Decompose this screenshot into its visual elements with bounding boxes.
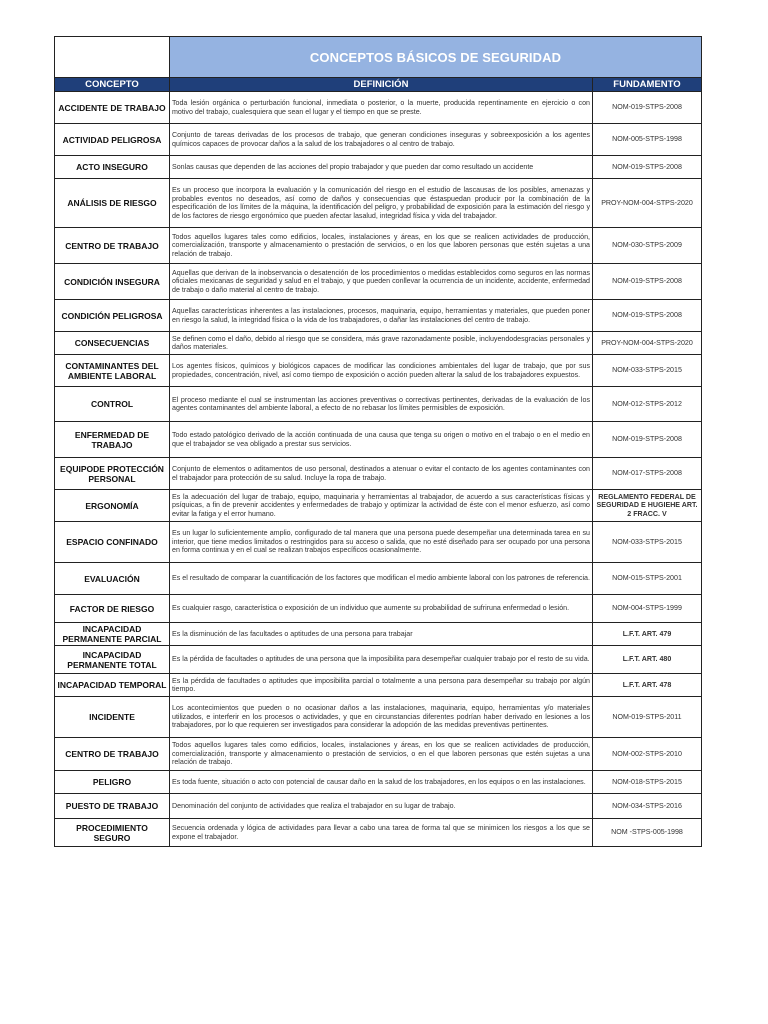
sheet-title: CONCEPTOS BÁSICOS DE SEGURIDAD <box>170 37 702 78</box>
concept-cell: EQUIPODE PROTECCIÓN PERSONAL <box>55 458 170 490</box>
fundamento-cell: NOM-019-STPS-2008 <box>593 156 702 179</box>
concept-cell: PUESTO DE TRABAJO <box>55 794 170 819</box>
table-row <box>55 697 702 738</box>
fundamento-cell: NOM -STPS-005-1998 <box>593 819 702 847</box>
definition-cell: Es toda fuente, situación o acto con potencial de causar daño en la salud de los trabajadores, en los equipos o en las instalaciones. <box>170 771 593 794</box>
definition-cell: Toda lesión orgánica o perturbación funcional, inmediata o posterior, o la muerte, producida repentinamente en ejercicio o con motivo del trabajo, cualesquiera que sean el lugar y el tiempo en que se preste. <box>170 92 593 124</box>
concept-cell: ACCIDENTE DE TRABAJO <box>55 92 170 124</box>
corner-cell <box>55 37 170 78</box>
table-row <box>55 646 702 674</box>
table-row <box>55 387 702 422</box>
table-row <box>55 563 702 595</box>
fundamento-cell: NOM-033-STPS-2015 <box>593 522 702 563</box>
table-row <box>55 92 702 124</box>
header-concepto: CONCEPTO <box>55 78 170 92</box>
fundamento-cell: L.F.T. ART. 480 <box>593 646 702 674</box>
fundamento-cell: NOM-015-STPS-2001 <box>593 563 702 595</box>
concept-cell: INCAPACIDAD TEMPORAL <box>55 674 170 697</box>
fundamento-cell: NOM-019-STPS-2011 <box>593 697 702 738</box>
table-row <box>55 228 702 264</box>
definition-cell: Aquellas características inherentes a las instalaciones, procesos, maquinaria, equipo, herramientas y materiales, que pueden poner en riesgo la salud, la integridad física o la vida de los trabajadores, o dañar las instalaciones del centro de trabajo. <box>170 300 593 332</box>
table-row <box>55 595 702 623</box>
concept-cell: ACTIVIDAD PELIGROSA <box>55 124 170 156</box>
fundamento-cell: NOM-019-STPS-2008 <box>593 264 702 300</box>
definition-cell: Todos aquellos lugares tales como edificios, locales, instalaciones y áreas, en los que se realicen actividades de producción, comercialización, transporte y almacenamiento o prestación de servicios, o en el que laboren personas que estén sujetas a una relación de trabajo. <box>170 738 593 771</box>
concept-cell: CONDICIÓN INSEGURA <box>55 264 170 300</box>
table-row <box>55 355 702 387</box>
fundamento-cell: NOM-018-STPS-2015 <box>593 771 702 794</box>
definition-cell: Denominación del conjunto de actividades que realiza el trabajador en su lugar de trabajo. <box>170 794 593 819</box>
definition-cell: El proceso mediante el cual se instrumentan las acciones preventivas o correctivas pertinentes, derivadas de la evaluación de los agentes contaminantes del ambiente laboral, a efecto de no rebasar los límites permisibles de exposición. <box>170 387 593 422</box>
table-row <box>55 264 702 300</box>
concept-cell: INCAPACIDAD PERMANENTE TOTAL <box>55 646 170 674</box>
definition-cell: Se definen como el daño, debido al riesgo que se considera, más grave razonadamente posible, incluyendodesgracias personales y daños materiales. <box>170 332 593 355</box>
table-row <box>55 124 702 156</box>
fundamento-cell: L.F.T. ART. 478 <box>593 674 702 697</box>
definition-cell: Conjunto de elementos o aditamentos de uso personal, destinados a atenuar o evitar el contacto de los agentes contaminantes con el trabajador para protección de su salud. Incluye la ropa de trabajo. <box>170 458 593 490</box>
definition-cell: Los agentes físicos, químicos y biológicos capaces de modificar las condiciones ambientales del lugar de trabajo, que por sus propiedades, concentración, nivel, así como tiempo de exposición o acción pueden alterar la salud de los trabajadores expuestos. <box>170 355 593 387</box>
fundamento-cell: NOM-030-STPS-2009 <box>593 228 702 264</box>
header-row <box>55 78 702 92</box>
definition-cell: Todo estado patológico derivado de la acción continuada de una causa que tenga su origen o motivo en el trabajo o en el medio en que el trabajador se vea obligado a prestar sus servicios. <box>170 422 593 458</box>
concept-cell: CONDICIÓN PELIGROSA <box>55 300 170 332</box>
definition-cell: Es la pérdida de facultades o aptitudes que imposibilita parcial o totalmente a una persona para desempeñar su trabajo por algún tiempo. <box>170 674 593 697</box>
header-definicion: DEFINICIÓN <box>170 78 593 92</box>
concept-cell: ACTO INSEGURO <box>55 156 170 179</box>
fundamento-cell: NOM-017-STPS-2008 <box>593 458 702 490</box>
header-fundamento: FUNDAMENTO <box>593 78 702 92</box>
table-row <box>55 623 702 646</box>
title-row <box>55 37 702 78</box>
definition-cell: Aquellas que derivan de la inobservancia o desatención de los procedimientos o medidas establecidos como seguros en las normas oficiales mexicanas de seguridad y salud en el trabajo, y que pueden conllevar la ocurrencia de un incidente, accidente, enfermedad de trabajo o daño material al centro de trabajo. <box>170 264 593 300</box>
definition-cell: Es la pérdida de facultades o aptitudes de una persona que la imposibilita para desempeñar cualquier trabajo por el resto de su vida. <box>170 646 593 674</box>
fundamento-cell: NOM-005-STPS-1998 <box>593 124 702 156</box>
fundamento-cell: NOM-019-STPS-2008 <box>593 422 702 458</box>
concept-cell: CONTAMINANTES DEL AMBIENTE LABORAL <box>55 355 170 387</box>
fundamento-cell: REGLAMENTO FEDERAL DE SEGURIDAD E HUGIEHE ART. 2 FRACC. V <box>593 490 702 522</box>
concept-cell: INCIDENTE <box>55 697 170 738</box>
definition-cell: Secuencia ordenada y lógica de actividades para llevar a cabo una tarea de forma tal que se minimicen los riesgos a los que se expone el trabajador. <box>170 819 593 847</box>
table-row <box>55 458 702 490</box>
table-row <box>55 819 702 847</box>
definition-cell: Es el resultado de comparar la cuantificación de los factores que modifican el medio ambiente laboral con los patrones de referencia. <box>170 563 593 595</box>
table-row <box>55 300 702 332</box>
concept-cell: CONSECUENCIAS <box>55 332 170 355</box>
definition-cell: Sonlas causas que dependen de las acciones del propio trabajador y que pueden dar como resultado un accidente <box>170 156 593 179</box>
fundamento-cell: NOM-034-STPS-2016 <box>593 794 702 819</box>
table-row <box>55 771 702 794</box>
concept-cell: PROCEDIMIENTO SEGURO <box>55 819 170 847</box>
fundamento-cell: PROY-NOM-004-STPS-2020 <box>593 179 702 228</box>
table-row <box>55 422 702 458</box>
concepts-table <box>54 36 702 847</box>
table-row <box>55 156 702 179</box>
table-row <box>55 522 702 563</box>
definition-cell: Es la adecuación del lugar de trabajo, equipo, maquinaria y herramientas al trabajador, de acuerdo a sus características físicas y psíquicas, a fin de prevenir accidentes y enfermedades de trabajo y optimizar la actividad de éste con el menor esfuerzo, así como evitar la fatiga y el error humano. <box>170 490 593 522</box>
concept-cell: FACTOR DE RIESGO <box>55 595 170 623</box>
fundamento-cell: L.F.T. ART. 479 <box>593 623 702 646</box>
concept-cell: CENTRO DE TRABAJO <box>55 738 170 771</box>
concept-cell: ERGONOMÍA <box>55 490 170 522</box>
fundamento-cell: NOM-033-STPS-2015 <box>593 355 702 387</box>
concept-cell: EVALUACIÓN <box>55 563 170 595</box>
concept-cell: INCAPACIDAD PERMANENTE PARCIAL <box>55 623 170 646</box>
table-row <box>55 490 702 522</box>
fundamento-cell: NOM-019-STPS-2008 <box>593 92 702 124</box>
definition-cell: Los acontecimientos que pueden o no ocasionar daños a las instalaciones, maquinaria, equipo, herramientas y/o materiales utilizados, e interferir en los procesos o actividades, y que en circunstancias diferentes podrían haber derivado en lesiones a los trabajadores, por lo que requieren ser investigados para considerar la adopción de las medidas preventivas pertinentes. <box>170 697 593 738</box>
table-row <box>55 674 702 697</box>
definition-cell: Conjunto de tareas derivadas de los procesos de trabajo, que generan condiciones inseguras y sobreexposición a los agentes químicos capaces de provocar daños a la salud de los trabajadores o al centro de trabajo. <box>170 124 593 156</box>
concept-cell: ANÁLISIS DE RIESGO <box>55 179 170 228</box>
fundamento-cell: NOM-012-STPS-2012 <box>593 387 702 422</box>
fundamento-cell: PROY-NOM-004-STPS-2020 <box>593 332 702 355</box>
table-row <box>55 794 702 819</box>
definition-cell: Es la disminución de las facultades o aptitudes de una persona para trabajar <box>170 623 593 646</box>
fundamento-cell: NOM-019-STPS-2008 <box>593 300 702 332</box>
concept-cell: PELIGRO <box>55 771 170 794</box>
definition-cell: Es cualquier rasgo, característica o exposición de un individuo que aumente su probabilidad de sufriruna enfermedad o lesión. <box>170 595 593 623</box>
fundamento-cell: NOM-004-STPS-1999 <box>593 595 702 623</box>
table-row <box>55 738 702 771</box>
table-row <box>55 179 702 228</box>
definition-cell: Todos aquellos lugares tales como edificios, locales, instalaciones y áreas, en los que se realicen actividades de producción, comercialización, transporte y almacenamiento o prestación de servicios, o en los que laboren personas que estén sujetas a una relación de trabajo. <box>170 228 593 264</box>
concept-cell: ENFERMEDAD DE TRABAJO <box>55 422 170 458</box>
concept-cell: ESPACIO CONFINADO <box>55 522 170 563</box>
definition-cell: Es un lugar lo suficientemente amplio, configurado de tal manera que una persona puede desempeñar una determinada tarea en su interior, que tiene medios limitados o restringidos para su acceso o salida, que no esté diseñado para ser ocupado por una persona en forma continua y en el cual se realizan trabajos específicos ocasionalmente. <box>170 522 593 563</box>
table-row <box>55 332 702 355</box>
fundamento-cell: NOM-002-STPS-2010 <box>593 738 702 771</box>
concept-cell: CONTROL <box>55 387 170 422</box>
concept-cell: CENTRO DE TRABAJO <box>55 228 170 264</box>
definition-cell: Es un proceso que incorpora la evaluación y la comunicación del riesgo en el estudio de lascausas de los posibles, amenazas y probables eventos no deseados, así como de daños y consecuencias que éstaspuedan producir por la combinación de la especificación de los límites de la máquina, la identificación del peligro, y probabilidad de exposición para la estimación del riesgo y de los factores de riesgo ergonómico que pueden afectar lasalud, integridad física y vida del trabajador. <box>170 179 593 228</box>
